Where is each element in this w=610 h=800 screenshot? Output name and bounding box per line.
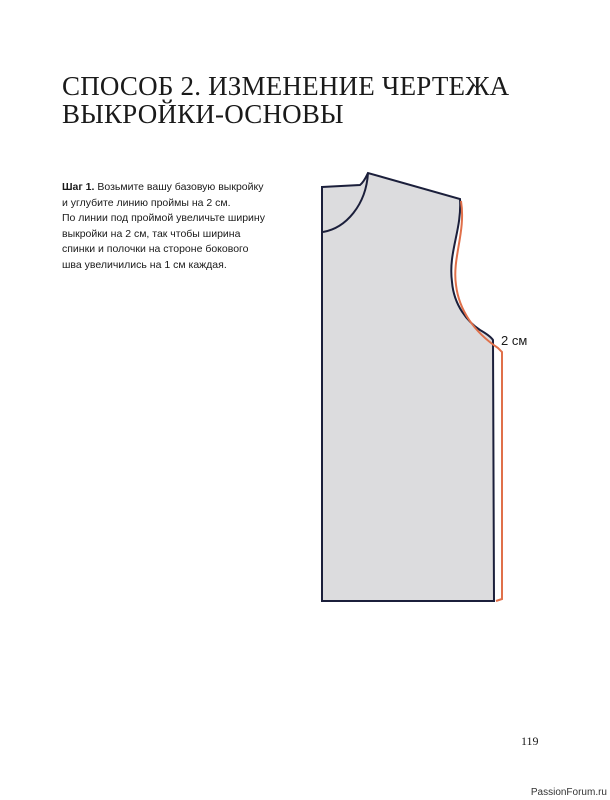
step-line-6: шва увеличились на 1 см каждая. <box>62 258 227 271</box>
page-number: 119 <box>521 734 539 748</box>
step-line-5: спинки и полочки на стороне бокового <box>62 243 249 255</box>
step-line-4: выкройки на 2 см, так чтобы ширина <box>62 227 241 240</box>
title-line-1: СПОСОБ 2. ИЗМЕНЕНИЕ ЧЕРТЕЖА <box>62 71 510 101</box>
step-line-3: По линии под проймой увеличьте ширину <box>62 212 265 224</box>
bodice-pattern-piece <box>322 173 494 601</box>
step-line-2: и углубите линию проймы на 2 см. <box>62 196 231 209</box>
watermark: PassionForum.ru <box>530 787 607 798</box>
step-line-1-text: Возьмите вашу базовую выкройку <box>94 181 264 193</box>
step-label: Шаг 1. <box>62 181 95 193</box>
title-line-2: ВЫКРОЙКИ-ОСНОВЫ <box>62 99 344 129</box>
dimension-label: 2 см <box>501 333 528 348</box>
